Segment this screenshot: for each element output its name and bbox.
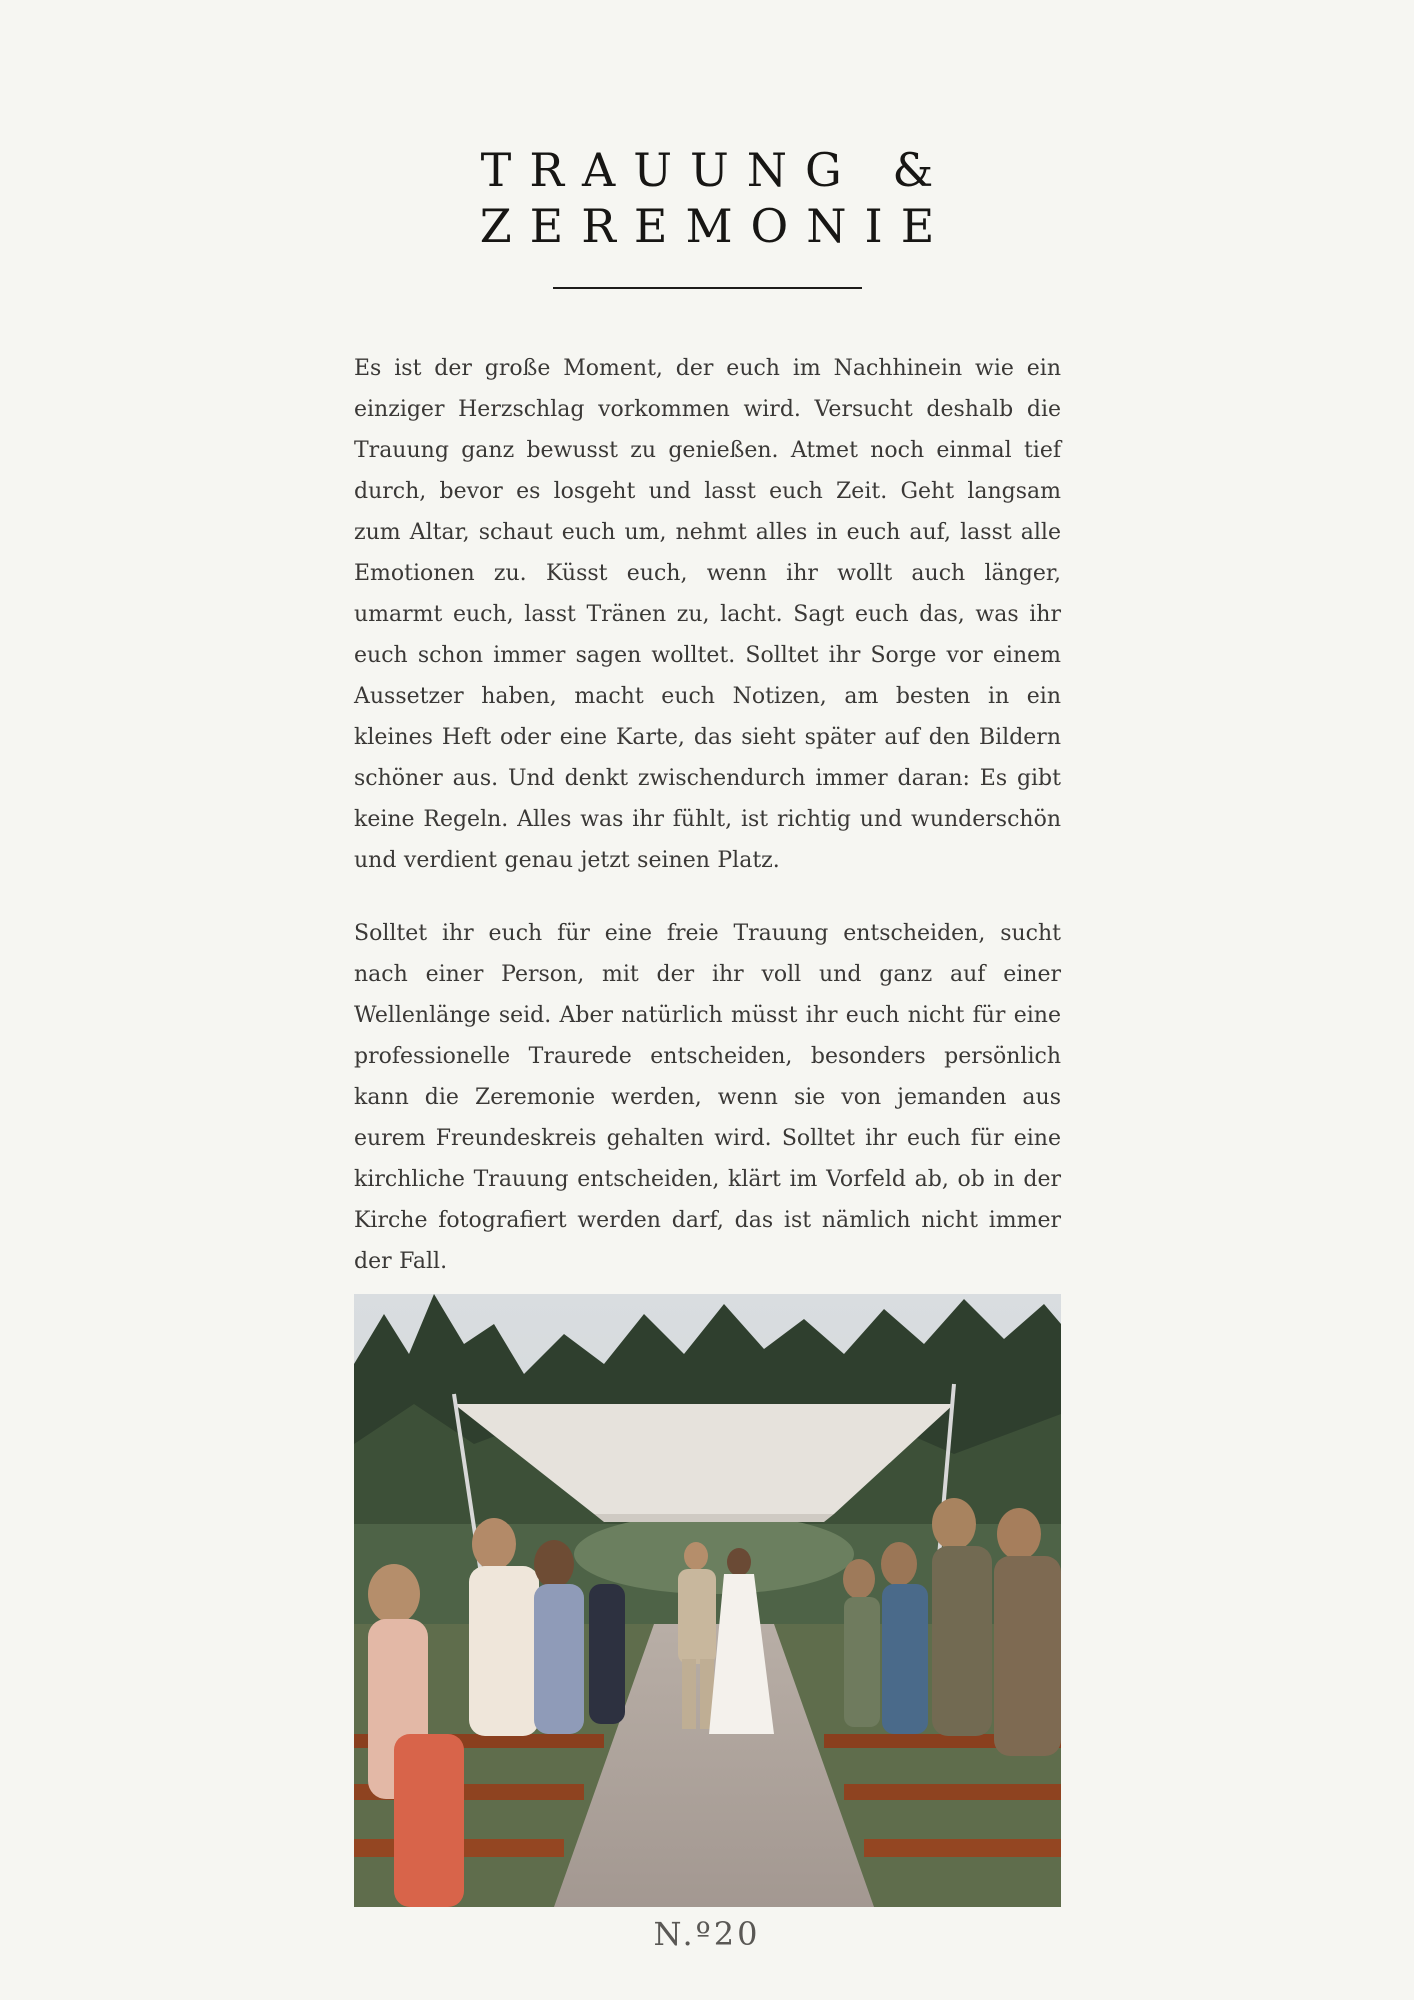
body-paragraph-1: Es ist der große Moment, der euch im Nachhinein wie ein einziger Herzschlag vorkommen wird. Versucht deshalb die Trauung ganz bewusst zu genießen. Atmet noch einmal tief durch, bevor es losgeht und lasst euch Zeit. Geht langsam zum Altar, schaut euch um, nehmt alles in euch auf, lasst alle Emotionen zu. Küsst euch, wenn ihr wollt auch länger, umarmt euch, lasst Tränen zu, lacht. Sagt euch das, was ihr euch schon immer sagen wolltet. Solltet ihr Sorge vor einem Aussetzer haben, macht euch Notizen, am besten in ein kleines Heft oder eine Karte, das sieht später auf den Bildern schöner aus. Und denkt zwischendurch immer daran: Es gibt keine Regeln. Alles was ihr fühlt, ist richtig und wunderschön und verdient genau jetzt seinen Platz. [354, 356, 1061, 873]
page-title [0, 142, 1414, 254]
title-divider [553, 287, 862, 289]
ceremony-photo-illustration [354, 1294, 1061, 1907]
title-line-1: TRAUUNG & [480, 143, 952, 197]
ceremony-photo [354, 1294, 1061, 1907]
title-line-2: ZEREMONIE [479, 199, 953, 253]
body-paragraph-2: Solltet ihr euch für eine freie Trauung entscheiden, sucht nach einer Person, mit der ihr voll und ganz auf einer Wellenlänge seid. Aber natürlich müsst ihr euch nicht für eine professionelle Traurede entscheiden, besonders persönlich kann die Zeremonie werden, wenn sie von jemanden aus eurem Freundeskreis gehalten wird. Solltet ihr euch für eine kirchliche Trauung entscheiden, klärt im Vorfeld ab, ob in der Kirche fotografiert werden darf, das ist nämlich nicht immer der Fall. [354, 921, 1061, 1274]
page-number: N.º20 [653, 1915, 761, 1953]
